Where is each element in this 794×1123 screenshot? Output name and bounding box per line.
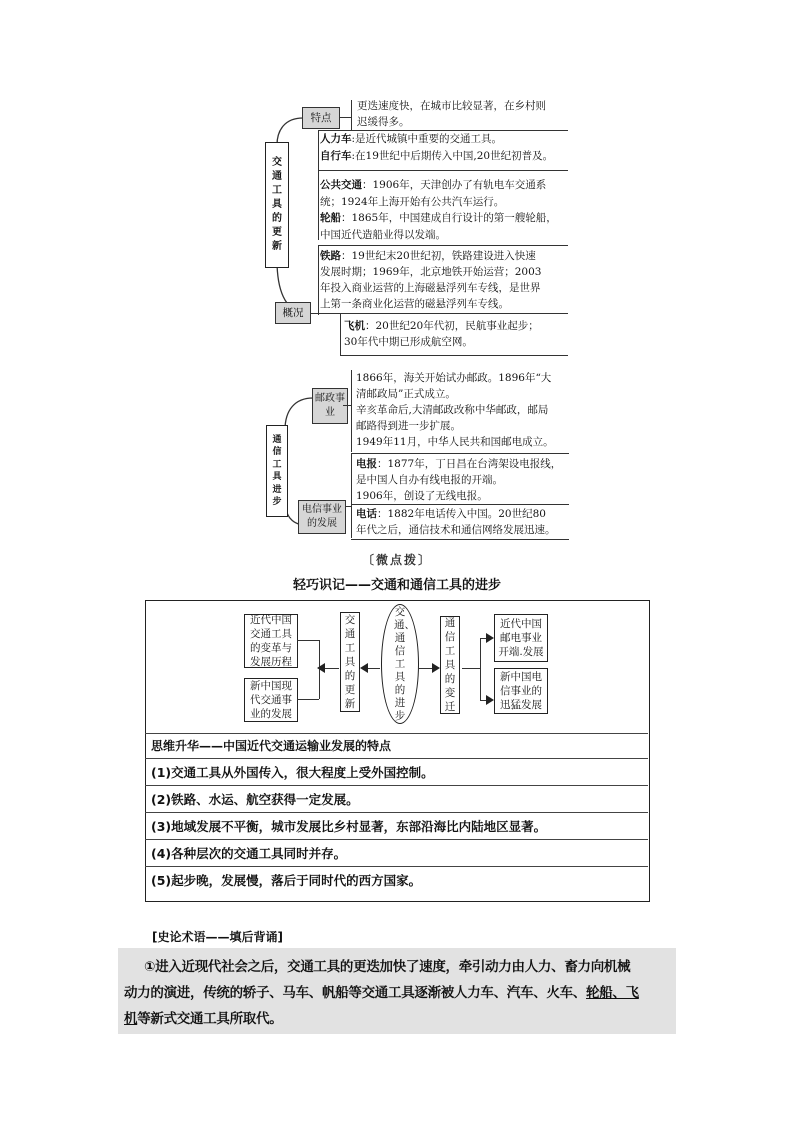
transport-title-box xyxy=(265,142,289,268)
postal-node: 邮政事业 xyxy=(312,388,348,424)
plane-line1: 飞机：20世纪20年代初，民航事业起步； xyxy=(344,320,539,332)
flow-center-ellipse xyxy=(381,604,419,724)
phone-line1: 电话：1882年电话传入中国。20世纪80 xyxy=(356,508,546,520)
gai-kuang-node: 概况 xyxy=(275,302,311,324)
postal-line5: 1949年11月，中华人民共和国邮电成立。 xyxy=(356,436,554,448)
flow-col-left: 交通工具的更新 xyxy=(340,612,360,712)
bicycle-line: 自行车:在19世纪中后期传入中国,20世纪初普及。 xyxy=(320,150,554,162)
rail-line2: 发展时期；1969年，北京地铁开始运营；2003 xyxy=(320,266,542,278)
phone-line2: 年代之后，通信技术和通信网络发展迅速。 xyxy=(356,524,556,536)
trait-2: (2)铁路、水运、航空获得一定发展。 xyxy=(145,785,648,812)
postal-line2: 清邮政局”正式成立。 xyxy=(356,388,456,400)
telecom-node: 电信事业的发展 xyxy=(298,500,346,534)
telegraph-line3: 1906年，创设了无线电报。 xyxy=(356,490,488,502)
comm-title-box xyxy=(266,425,288,517)
telegraph-line2: 是中国人自办有线电报的开端。 xyxy=(356,474,503,486)
bus-line2: 统；1924年上海开始有公共汽车运行。 xyxy=(320,196,505,208)
arrow-left-2 xyxy=(359,662,369,674)
terms-line1: ①进入近现代社会之后，交通工具的更迭加快了速度，牵引动力由人力、畜力向机械 xyxy=(144,959,631,975)
terms-panel xyxy=(118,948,676,1034)
flow-center: 交通、通信工具的进步 xyxy=(394,605,415,722)
trait-3: (3)地域发展不平衡，城市发展比乡村显著，东部沿海比内陆地区显著。 xyxy=(145,812,648,839)
plane-line2: 30年代中期已形成航空网。 xyxy=(344,336,473,348)
wei-dian-bo: 〔微点拨〕 xyxy=(361,553,432,567)
postal-line3: 辛亥革命后,大清邮政改称中华邮政，邮局 xyxy=(356,404,549,416)
transport-title: 交通工具的更新 xyxy=(272,157,282,252)
rail-line3: 年投入商业运营的上海磁悬浮列车专线，是世界 xyxy=(320,282,541,294)
flow-col-right: 通信工具的变迁 xyxy=(440,616,460,714)
rickshaw-line: 人力车:是近代城镇中重要的交通工具。 xyxy=(320,133,503,145)
terms-line3: 机等新式交通工具所取代。 xyxy=(124,1011,283,1027)
rail-line4: 上第一条商业化运营的磁悬浮列车专线。 xyxy=(320,298,509,310)
postal-line4: 邮路得到进一步扩展。 xyxy=(356,420,461,432)
telegraph-line1: 电报：1877年，丁日昌在台湾架设电报线， xyxy=(356,458,562,470)
trait-4: (4)各种层次的交通工具同时并存。 xyxy=(145,839,648,866)
te-dian-node: 特点 xyxy=(302,107,340,129)
memo-title: 轻巧识记——交通和通信工具的进步 xyxy=(292,578,501,593)
traits-title: 思维升华——中国近代交通运输业发展的特点 xyxy=(145,733,648,758)
trait-1: (1)交通工具从外国传入，很大程度上受外国控制。 xyxy=(145,758,648,785)
terms-title: [史论术语——填后背诵] xyxy=(152,930,283,944)
te-dian-line1: 更迭速度快，在城市比较显著，在乡村则 xyxy=(357,100,546,112)
trait-5: (5)起步晚，发展慢，落后于同时代的西方国家。 xyxy=(145,866,648,893)
terms-line2: 动力的演进，传统的轿子、马车、帆船等交通工具逐渐被人力车、汽车、火车、轮船、飞 xyxy=(124,985,639,1001)
flow-right2: 新中国电信事业的迅猛发展 xyxy=(494,668,548,714)
arrow-left-1 xyxy=(316,662,326,674)
flow-left1: 近代中国交通工具的变革与发展历程 xyxy=(244,614,298,668)
ship-line1: 轮船：1865年，中国建成自行设计的第一艘轮船， xyxy=(320,212,557,224)
comm-title: 通信工具进步 xyxy=(272,434,282,507)
flow-left2: 新中国现代交通事业的发展 xyxy=(244,678,298,722)
rail-line1: 铁路：19世纪末20世纪初，铁路建设进入快速 xyxy=(320,250,536,262)
postal-line1: 1866年，海关开始试办邮政。1896年“大 xyxy=(356,372,552,384)
te-dian-line2: 迟缓得多。 xyxy=(357,116,410,128)
terms-text xyxy=(124,954,639,1032)
bus-line1: 公共交通：1906年，天津创办了有轨电车交通系 xyxy=(320,179,547,191)
ship-line2: 中国近代造船业得以发端。 xyxy=(320,229,446,241)
flow-right1: 近代中国邮电事业开端.发展 xyxy=(494,614,548,662)
